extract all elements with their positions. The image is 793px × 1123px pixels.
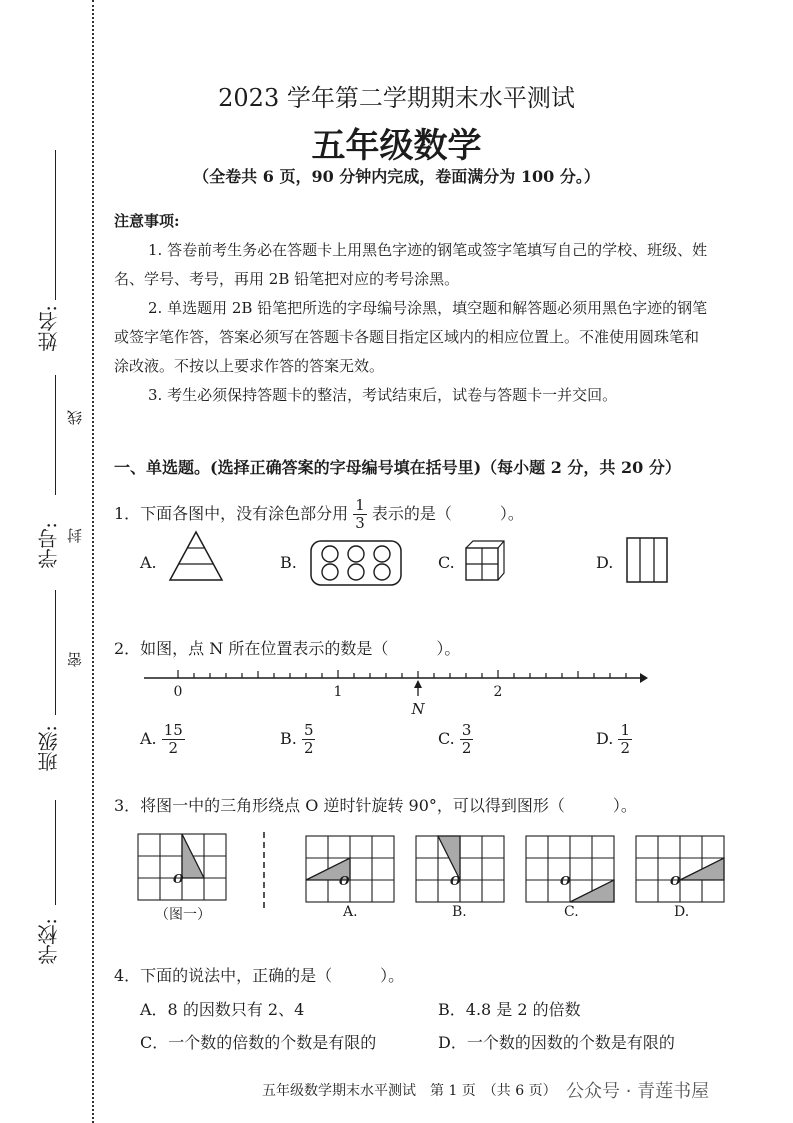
- q1-circles-figure: [310, 540, 402, 586]
- fraction-denominator: 3: [355, 514, 365, 532]
- section-1-heading: 一、单选题。(选择正确答案的字母编号填在括号里)（每小题 2 分，共 20 分）: [114, 458, 681, 477]
- exam-subtitle: （全卷共 6 页，90 分钟内完成，卷面满分为 100 分。）: [193, 167, 600, 186]
- fraction-denominator: 2: [620, 739, 630, 757]
- option-fraction: [618, 722, 632, 757]
- q1-option-c-label[interactable]: C.: [438, 553, 455, 572]
- fraction-denominator: 2: [168, 739, 179, 757]
- fraction-numerator: 15: [163, 721, 183, 739]
- class-write-line[interactable]: [55, 800, 56, 905]
- option-fraction: [302, 722, 316, 757]
- q3-c-o-label: O: [560, 874, 571, 888]
- seal-mi: 密: [66, 652, 84, 667]
- q3-option-a-grid: [306, 836, 396, 906]
- q3-fig1-o-label: O: [173, 872, 184, 886]
- option-fraction: [460, 722, 474, 757]
- q3-option-b-label[interactable]: B.: [452, 904, 467, 920]
- q1-triangle-figure: [168, 530, 224, 582]
- student-id-write-line[interactable]: [55, 590, 56, 715]
- question-1: [114, 497, 524, 532]
- notes-line: 或签字笔作答，答案必须写在答题卡各题目指定区域内的相应位置上。不准使用圆珠笔和: [114, 328, 700, 346]
- notes-line: 3. 考生必须保持答题卡的整洁，考试结束后，试卷与答题卡一并交回。: [148, 386, 618, 404]
- option-letter: D.: [596, 729, 614, 748]
- option-letter: A.: [140, 729, 157, 748]
- q3-option-c-grid: [526, 836, 616, 906]
- fraction-numerator: 1: [355, 496, 365, 514]
- exam-subject: 五年级数学: [311, 126, 482, 166]
- fraction-numerator: 1: [620, 721, 630, 739]
- q3-option-a-label[interactable]: A.: [343, 904, 358, 920]
- notes-line: 2. 单选题用 2B 铅笔把所选的字母编号涂黑，填空题和解答题必须用黑色字迹的钢笔: [148, 299, 708, 317]
- q3-a-o-label: O: [339, 874, 350, 888]
- school-label: 学校:: [37, 918, 61, 965]
- notes-line: 名、学号、考号，再用 2B 铅笔把对应的考号涂黑。: [114, 270, 460, 288]
- watermark-text: 公众号 · 青莲书屋: [566, 1081, 710, 1102]
- class-label: 班级:: [37, 725, 61, 772]
- q2-option-a[interactable]: [140, 722, 185, 757]
- question-2: 2．如图，点 N 所在位置表示的数是（ ）。: [114, 639, 461, 658]
- fraction-denominator: 2: [461, 739, 472, 757]
- q1-option-a-label[interactable]: A.: [140, 553, 157, 572]
- option-letter: B.: [280, 729, 297, 748]
- q3-b-o-label: O: [450, 874, 461, 888]
- q3-figure-one-caption: （图一）: [155, 907, 211, 923]
- fraction-numerator: 5: [303, 721, 314, 739]
- q2-option-b[interactable]: [280, 722, 315, 757]
- notes-line: 1. 答卷前考生务必在答题卡上用黑色字迹的钢笔或签字笔填写自己的学校、班级、姓: [148, 241, 708, 259]
- name-write-line-2[interactable]: [55, 375, 56, 495]
- q1-option-b-label[interactable]: B.: [280, 553, 297, 572]
- page-footer: 五年级数学期末水平测试 第 1 页 （共 6 页）: [262, 1083, 557, 1099]
- question-1-suffix: 表示的是（ ）。: [371, 504, 524, 523]
- q1-bars-figure: [626, 537, 670, 583]
- q3-figure-one-grid: [138, 834, 228, 904]
- exam-title: 2023 学年第二学期期末水平测试: [218, 84, 575, 112]
- q3-option-b-grid: [416, 836, 506, 906]
- q2-option-d[interactable]: [596, 722, 632, 757]
- question-3: 3．将图一中的三角形绕点 O 逆时针旋转 90°，可以得到图形（ ）。: [114, 796, 637, 815]
- number-line-tick-label: 1: [333, 684, 343, 700]
- q2-option-c[interactable]: [438, 722, 473, 757]
- question-1-fraction: [353, 497, 367, 532]
- q4-option-a[interactable]: A．8 的因数只有 2、4: [140, 1000, 305, 1019]
- q3-option-c-label[interactable]: C.: [564, 904, 579, 920]
- q3-d-o-label: O: [670, 874, 681, 888]
- seal-feng: 封: [66, 528, 84, 543]
- option-letter: C.: [438, 729, 455, 748]
- number-line-point-label: N: [411, 700, 425, 718]
- question-4: 4．下面的说法中，正确的是（ ）。: [114, 966, 405, 985]
- notes-heading: 注意事项:: [114, 212, 180, 230]
- seal-xian: 线: [66, 410, 84, 425]
- q4-option-d[interactable]: D．一个数的因数的个数是有限的: [438, 1033, 675, 1052]
- fraction-numerator: 3: [461, 721, 472, 739]
- q4-option-c[interactable]: C．一个数的倍数的个数是有限的: [140, 1033, 377, 1052]
- q1-cube-figure: [465, 540, 505, 582]
- number-line: [140, 660, 650, 720]
- student-id-label: 学号:: [37, 522, 61, 569]
- q1-option-d-label[interactable]: D.: [596, 553, 614, 572]
- q3-divider: [262, 832, 266, 912]
- q3-option-d-label[interactable]: D.: [674, 904, 690, 920]
- q4-option-b[interactable]: B．4.8 是 2 的倍数: [438, 1000, 581, 1019]
- number-line-point-arrow: [414, 680, 422, 688]
- question-1-prefix: 1．下面各图中，没有涂色部分用: [114, 504, 349, 523]
- fraction-denominator: 2: [303, 739, 314, 757]
- number-line-tick-label: 0: [173, 684, 183, 700]
- number-line-arrow: [640, 673, 648, 683]
- q3-option-d-grid: [636, 836, 726, 906]
- notes-line: 涂改液。不按以上要求作答的答案无效。: [114, 357, 385, 375]
- number-line-tick-label: 2: [493, 684, 503, 700]
- option-fraction: [162, 722, 185, 757]
- name-label: 姓名:: [37, 305, 61, 352]
